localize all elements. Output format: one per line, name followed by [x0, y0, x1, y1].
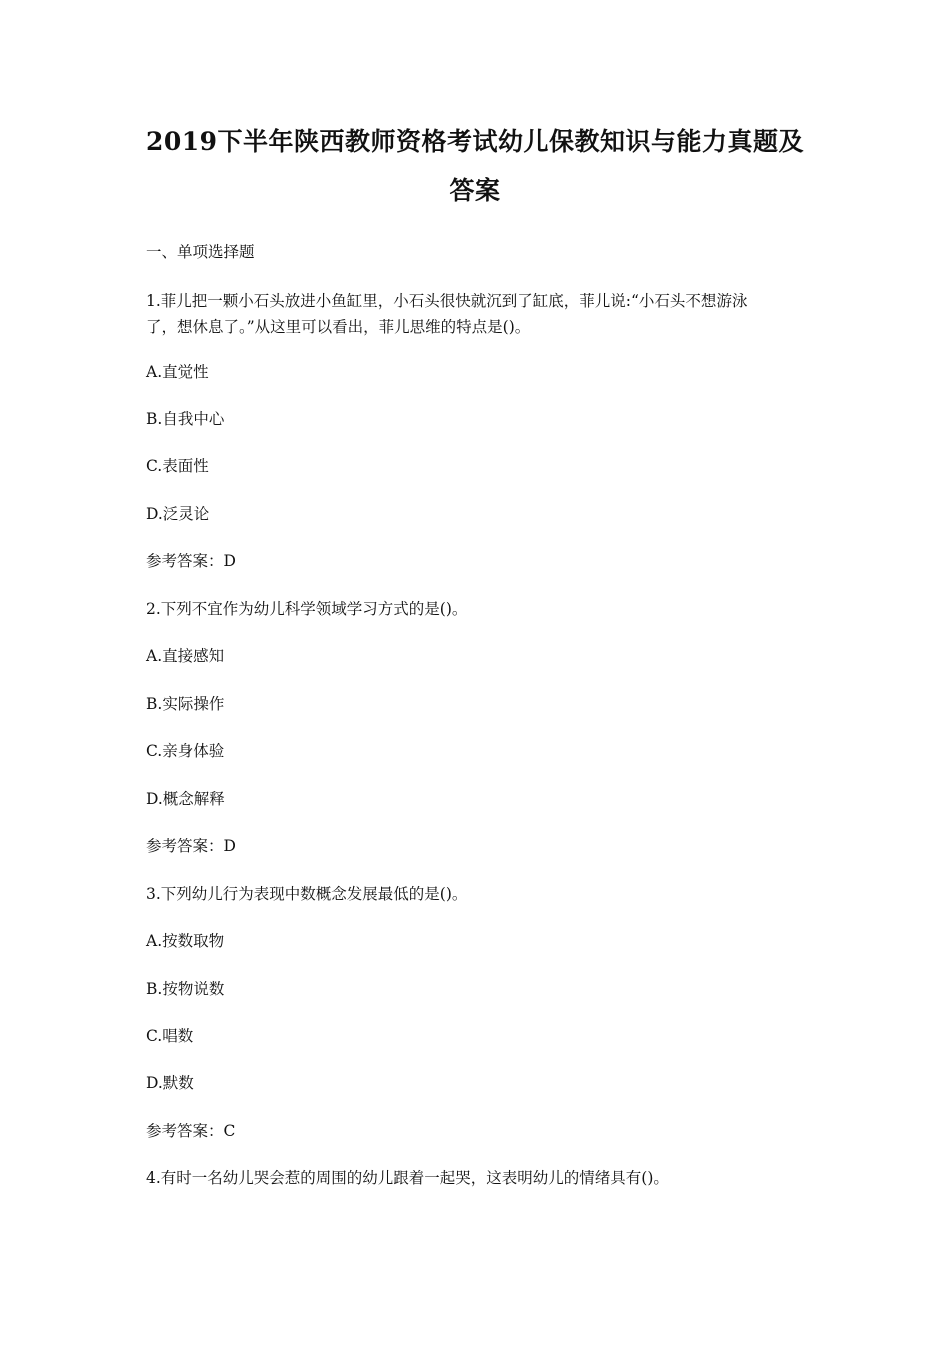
question-1-stem-line-1: 1.菲儿把一颗小石头放进小鱼缸里，小石头很快就沉到了缸底，菲儿说:“小石头不想游泳: [146, 292, 748, 310]
question-2-option-b: B.实际操作: [146, 695, 225, 713]
question-1-option-a: A.直觉性: [146, 363, 209, 381]
question-3-stem: 3.下列幼儿行为表现中数概念发展最低的是()。: [146, 885, 468, 903]
question-3-option-b: B.按物说数: [146, 980, 225, 998]
question-2-answer: 参考答案：D: [146, 837, 236, 855]
section-heading: 一、单项选择题: [146, 243, 255, 261]
question-1-option-d: D.泛灵论: [146, 505, 210, 523]
question-3-option-c: C.唱数: [146, 1027, 194, 1045]
question-1-stem-line-2: 了，想休息了。”从这里可以看出，菲儿思维的特点是()。: [146, 318, 531, 336]
question-2-option-c: C.亲身体验: [146, 742, 225, 760]
question-1-option-c: C.表面性: [146, 457, 209, 475]
question-3-answer: 参考答案：C: [146, 1122, 236, 1140]
question-1-option-b: B.自我中心: [146, 410, 225, 428]
document-title-line-2: 答案: [449, 176, 501, 205]
question-2-option-d: D.概念解释: [146, 790, 225, 808]
question-3-option-a: A.按数取物: [146, 932, 225, 950]
question-4-stem: 4.有时一名幼儿哭会惹的周围的幼儿跟着一起哭，这表明幼儿的情绪具有()。: [146, 1169, 669, 1187]
question-2-option-a: A.直接感知: [146, 647, 225, 665]
question-1-answer: 参考答案：D: [146, 552, 236, 570]
question-2-stem: 2.下列不宜作为幼儿科学领域学习方式的是()。: [146, 600, 468, 618]
document-title-line-1: 2019下半年陕西教师资格考试幼儿保教知识与能力真题及: [145, 127, 805, 156]
question-3-option-d: D.默数: [146, 1074, 194, 1092]
